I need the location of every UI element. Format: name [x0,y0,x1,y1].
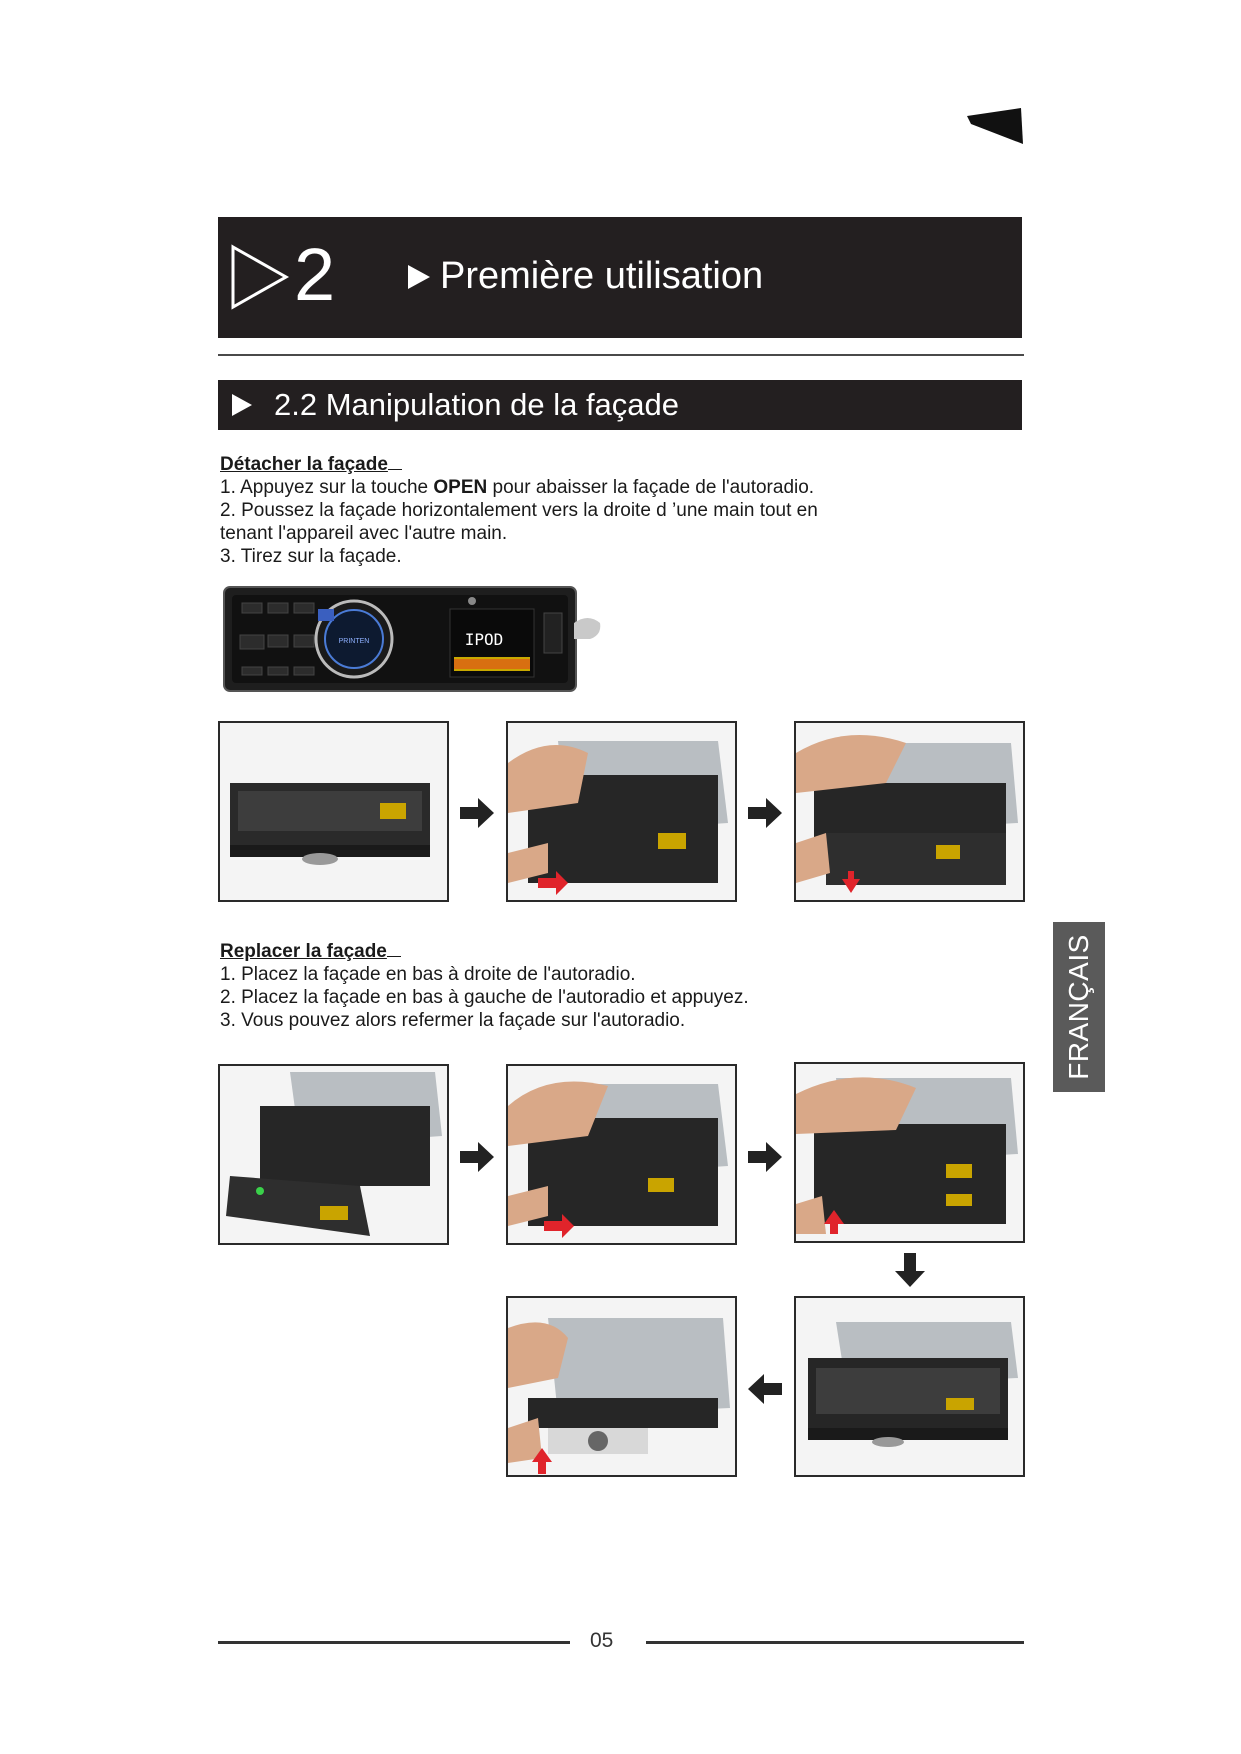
section-header [218,380,1022,430]
detach-photo-3 [794,721,1025,902]
play-icon [232,394,252,416]
arrow-right-icon [748,796,782,830]
corner-tab-marker [965,104,1025,146]
replace-photo-4 [794,1296,1025,1477]
detach-photo-1 [218,721,449,902]
chapter-header [218,217,1022,338]
play-icon [408,265,430,289]
radio-brand: PRINTEN [338,638,370,645]
chapter-triangle-icon [230,244,290,310]
detach-instructions [220,453,920,568]
arrow-right-icon [460,1140,494,1174]
replace-step-2: 2. Placez la façade en bas à gauche de l'autoradio et appuyez. [220,987,749,1008]
chapter-number: 2 [294,233,336,316]
section-title: 2.2 Manipulation de la façade [274,387,680,422]
arrow-right-icon [460,796,494,830]
detach-step-2: 2. Poussez la façade horizontalement vers la droite d ’une main tout en tenant l'appareil avec l'autre main. [220,500,818,544]
detach-photo-2 [506,721,737,902]
replace-step-3: 3. Vous pouvez alors refermer la façade sur l'autoradio. [220,1010,686,1031]
replace-photo-1 [218,1064,449,1245]
footer-line-left [218,1641,570,1644]
detach-step-1: 1. Appuyez sur la touche OPEN pour abaisser la façade de l'autoradio. [220,477,815,498]
arrow-left-icon [748,1372,782,1406]
detach-step-3: 3. Tirez sur la façade. [220,546,402,567]
car-radio-image [222,583,602,695]
chapter-title: Première utilisation [440,255,764,297]
language-tab [1053,922,1105,1092]
divider [218,354,1024,356]
language-label: FRANÇAIS [1063,934,1094,1080]
arrow-down-icon [893,1253,927,1287]
replace-instructions [220,940,920,1032]
replace-photo-2 [506,1064,737,1245]
arrow-right-icon [748,1140,782,1174]
replace-heading: Replacer la façade [220,940,920,963]
replace-step-1: 1. Placez la façade en bas à droite de l'autoradio. [220,964,636,985]
detach-heading: Détacher la façade [220,453,920,476]
replace-photo-5 [506,1296,737,1477]
page-number: 05 [590,1629,614,1652]
radio-display: IPOD [464,630,504,649]
replace-photo-3 [794,1062,1025,1243]
footer-line-right [646,1641,1024,1644]
